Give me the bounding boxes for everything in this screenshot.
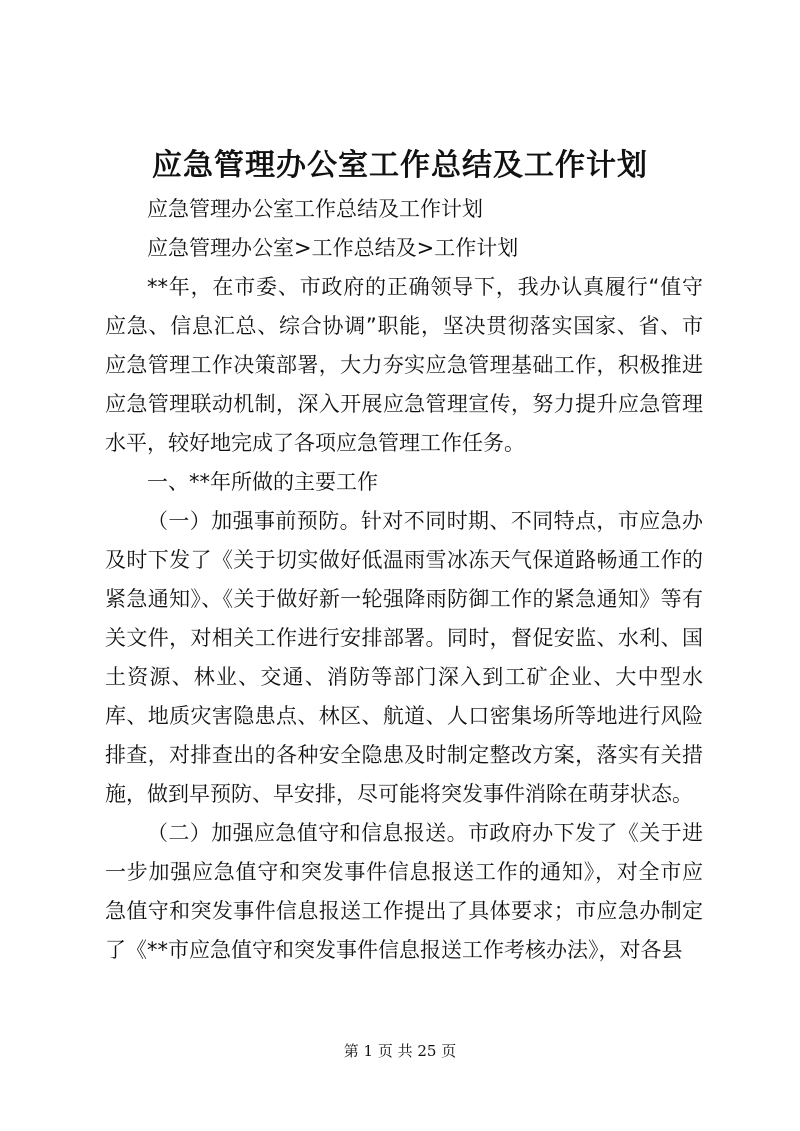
paragraph-duty-reporting: （二）加强应急值守和信息报送。市政府办下发了《关于进一步加强应急值守和突发事件信息报送工作的通知》，对全市应急值守和突发事件信息报送工作提出了具体要求；市应急办制定了《**市应急值守和突发事件信息报送工作考核办法》，对各县 <box>105 821 703 962</box>
paragraph-intro: **年，在市委、市政府的正确领导下，我办认真履行“值守应急、信息汇总、综合协调”职能，坚决贯彻落实国家、省、市应急管理工作决策部署，大力夯实应急管理基础工作，积极推进应急管理联动机制，深入开展应急管理宣传，努力提升应急管理水平，较好地完成了各项应急管理工作任务。 <box>105 275 703 455</box>
page-footer: 第 1 页 共 25 页 <box>343 1042 457 1060</box>
paragraph-subtitle: 应急管理办公室工作总结及工作计划 <box>147 197 483 221</box>
document-body <box>105 190 703 970</box>
paragraph-keywords: 应急管理办公室>工作总结及>工作计划 <box>147 236 519 260</box>
paragraph-prevention: （一）加强事前预防。针对不同时期、不同特点，市应急办及时下发了《关于切实做好低温雨雪冰冻天气保道路畅通工作的紧急通知》、《关于做好新一轮强降雨防御工作的紧急通知》等有关文件，对相关工作进行安排部署。同时，督促安监、水利、国土资源、林业、交通、消防等部门深入到工矿企业、大中型水库、地质灾害隐患点、林区、航道、人口密集场所等地进行风险排查，对排查出的各种安全隐患及时制定整改方案，落实有关措施，做到早预防、早安排，尽可能将突发事件消除在萌芽状态。 <box>105 509 703 806</box>
section-heading: 一、**年所做的主要工作 <box>147 470 378 494</box>
document-title: 应急管理办公室工作总结及工作计划 <box>152 148 648 183</box>
